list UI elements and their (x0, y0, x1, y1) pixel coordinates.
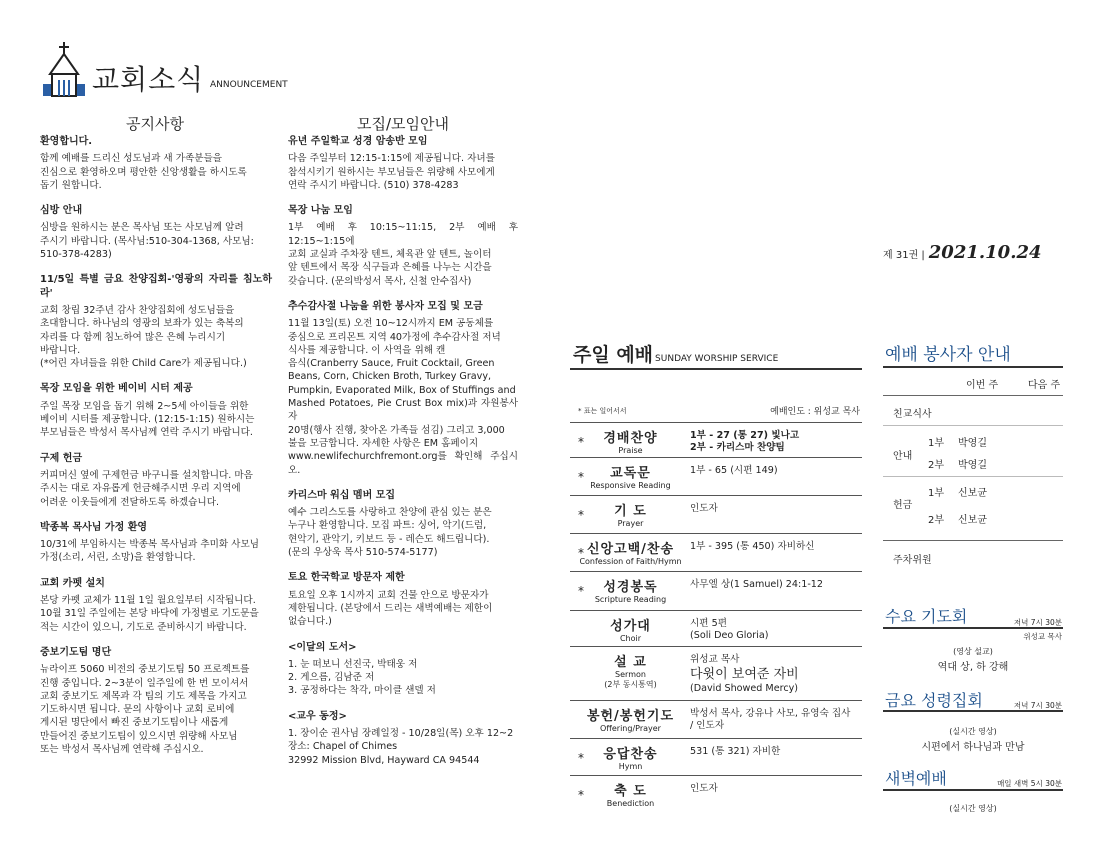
announcement-body (40, 304, 272, 370)
announcement-line: 제한됩니다. (본당에서 드리는 새벽예배는 제한이 (288, 602, 493, 614)
announcement-title: 목장 나눔 모임 (288, 205, 353, 217)
announcement-item (40, 646, 272, 756)
friday-note: (실시간 영상) (949, 727, 997, 736)
announcement-body (288, 317, 518, 477)
announcement-title: <이달의 도서> (288, 641, 357, 653)
announcement-body (40, 400, 272, 440)
worship-label-ko: 응답찬송 (603, 747, 658, 762)
worship-row (570, 738, 862, 776)
vol-usher-2-name: 박영길 (958, 460, 987, 471)
worship-label-en: Offering/Prayer (600, 724, 661, 733)
announcement-body (40, 469, 272, 509)
stand-marker: * (578, 751, 584, 765)
announcement-item (40, 135, 272, 192)
worship-value (690, 746, 780, 758)
worship-value-line: / 인도자 (690, 720, 725, 731)
announcement-line: Beans, Corn, Chicken Broth, Turkey Gravy, (288, 371, 492, 383)
worship-row (570, 571, 862, 611)
worship-label-en: Choir (619, 634, 642, 643)
announcement-title: 박종복 목사님 가정 환영 (40, 521, 148, 533)
announcement-item (40, 452, 272, 509)
worship-label-en: Benediction (606, 799, 655, 808)
announcement-item (288, 641, 518, 698)
wednesday-note: (영상 설교) (953, 647, 993, 656)
worship-row (570, 700, 862, 739)
announcement-line: 2. 게으름, 김남준 저 (288, 672, 375, 684)
announcement-line: 토요일 오후 1시까지 교회 건물 안으로 방문자가 (288, 589, 489, 601)
worship-value-line: (Soli Deo Gloria) (690, 630, 769, 641)
worship-label (578, 615, 683, 643)
worship-value (690, 579, 823, 591)
worship-value-line: 다윗이 보여준 자비 (690, 667, 799, 682)
worship-leader: 예배인도 : 위성교 목사 (770, 407, 860, 417)
worship-value-line: 1부 - 65 (시편 149) (690, 465, 778, 476)
worship-label-en: Sermon (615, 670, 646, 679)
announcement-line: 10/31에 부임하시는 박종복 목사님과 추미화 사모님 (40, 539, 259, 551)
worship-label-en: Praise (618, 446, 643, 455)
worship-value-line: 1부 - 395 (통 450) 자비하신 (690, 541, 815, 552)
worship-row (570, 422, 862, 458)
announcement-line: 바랍니다. (40, 344, 81, 356)
worship-row (570, 775, 862, 816)
vol-usher-1-name: 박영길 (958, 438, 987, 449)
announcement-title: 11/5일 특별 금요 찬양집회-'영광의 자리를 침노하라' (40, 274, 272, 299)
announcement-title: 중보기도팀 명단 (40, 646, 112, 658)
worship-label-ko: 성가대 (610, 619, 651, 634)
announcement-body (40, 538, 272, 565)
announcement-body (40, 152, 272, 192)
dawn-title: 새벽예배 (885, 769, 947, 788)
volunteer-line (883, 395, 1063, 396)
worship-row (570, 533, 862, 572)
announcement-title: 유년 주일학교 성경 암송반 모임 (288, 136, 428, 147)
worship-value-line: 인도자 (690, 503, 718, 514)
wednesday-time: 저녁 7시 30분 (1013, 618, 1062, 627)
worship-value-line: 2부 - 카리스마 찬양팀 (690, 442, 785, 453)
announcement-line: 부모님들은 박성서 목사님께 연락 주시기 바랍니다. (40, 427, 253, 439)
vol-offering-2: 2부 (928, 515, 945, 526)
vol-offering-1: 1부 (928, 488, 945, 499)
announcement-item (40, 577, 272, 634)
announcement-body (288, 506, 518, 559)
worship-label-en: Hymn (618, 762, 643, 771)
announcement-line: 연락 주시기 바랍니다. (510) 378-4283 (288, 179, 459, 191)
announcement-line: 1. 장이순 권사님 장례일정 - 10/28일(목) 오후 12~2 (288, 727, 514, 739)
announcement-line: 갖습니다. (문의박성서 목사, 신철 안수집사) (288, 275, 472, 287)
issue-volume: 제 31권 | (883, 250, 925, 261)
announcement-line: 누구나 환영합니다. 모집 파트: 싱어, 악기(드럼, (288, 520, 487, 532)
worship-label-note: (2부 동시통역) (604, 680, 657, 689)
vol-fellowship: 친교식사 (893, 409, 932, 420)
announcement-line: 장소: Chapel of Chimes (288, 741, 398, 753)
worship-label (578, 651, 683, 690)
announcement-line: 현악기, 관악기, 키보드 등 - 레슨도 해드립니다). (288, 533, 490, 545)
worship-label (578, 780, 683, 808)
announcement-body (40, 594, 272, 634)
worship-label-ko: 설 교 (614, 655, 647, 670)
announcement-line: 교회 교실과 주차장 텐트, 체육관 앞 텐트, 놀이터 (288, 249, 492, 261)
announcement-title: 교회 카펫 설치 (40, 577, 105, 589)
friday-time: 저녁 7시 30분 (1013, 701, 1062, 710)
dawn-time: 매일 새벽 5시 30분 (997, 779, 1062, 788)
announcement-item (288, 710, 518, 767)
announcement-title: 카리스마 워십 멤버 모집 (288, 489, 396, 501)
announcement-line: 중심으로 프리몬트 지역 40가정에 추수감사절 저녁 (288, 331, 501, 343)
announcement-line: 게시된 명단에서 빠진 중보기도팀이나 새롭게 (40, 717, 229, 729)
worship-value-line: 시편 5편 (690, 618, 727, 629)
worship-label-en: Confession of Faith/Hymn (579, 557, 682, 566)
dawn-divider (883, 789, 1063, 791)
worship-value (690, 503, 718, 515)
announcement-line: 음식(Cranberry Sauce, Fruit Cocktail, Green (288, 358, 495, 370)
announcement-line: 뉴라이프 5060 비전의 중보기도팀 50 프로젝트를 (40, 664, 250, 676)
announcement-item (288, 571, 518, 628)
worship-label (578, 462, 683, 490)
volunteer-separator (883, 476, 1063, 477)
announcement-line: 만들어진 중보기도팀이 있으시면 위량해 사모님 (40, 730, 238, 742)
announcement-item (40, 273, 272, 370)
announcement-line: Pumpkin, Evaporated Milk, Box of Stuffings and (288, 384, 516, 396)
announcement-line: 주일 목장 모임을 돕기 위해 2~5세 아이들을 위한 (40, 400, 249, 412)
volunteer-separator (883, 425, 1063, 426)
announcement-body (288, 589, 518, 629)
notice-column (40, 135, 272, 768)
vol-parking: 주차위원 (893, 555, 932, 566)
announcement-line: 적는 시간이 있으니, 기도로 준비하시기 바랍니다. (40, 621, 247, 633)
worship-label (578, 743, 683, 771)
worship-value-line: (David Showed Mercy) (690, 683, 799, 694)
announcement-line: 앞 텐트에서 목장 식구들과 은혜를 나누는 시간을 (288, 262, 492, 274)
announcement-item (40, 521, 272, 565)
announcement-title: 목장 모임을 위한 베이비 시터 제공 (40, 383, 193, 395)
announcement-line: 1. 눈 떠보니 선진국, 박태웅 저 (288, 658, 418, 670)
worship-value (690, 541, 815, 553)
announcement-line: 베이비 시터를 제공합니다. (12:15-1:15) 원하시는 (40, 414, 255, 426)
worship-label-ko: 경배찬양 (603, 431, 658, 446)
announcement-line: 함께 예배를 드리신 성도님과 새 가족분들을 (40, 153, 223, 165)
announcement-line: 예수 그리스도를 사랑하고 찬양에 관심 있는 분은 (288, 507, 492, 519)
friday-text: 시편에서 하나님과 만남 (921, 742, 1025, 753)
worship-value (690, 783, 718, 795)
worship-value-line: 위성교 목사 (690, 654, 740, 665)
wednesday-title: 수요 기도회 (885, 607, 968, 626)
announcement-line: 10월 31일 주일에는 본당 바닥에 가정별로 기도문을 (40, 608, 259, 620)
announcement-line: 참석시키기 원하시는 부모님들은 위량해 사모에게 (288, 166, 495, 178)
worship-value (690, 430, 799, 454)
worship-value-line: 인도자 (690, 783, 718, 794)
stand-note: * 표는 일어서서 (578, 407, 627, 415)
announcement-body (288, 658, 518, 698)
vol-offering: 헌금 (893, 500, 913, 511)
announcement-body (288, 152, 518, 192)
dawn-note: (실시간 영상) (949, 804, 997, 813)
announcement-item (40, 204, 272, 261)
worship-value (690, 465, 778, 477)
worship-label (578, 427, 683, 455)
announcement-line: 없습니다.) (288, 616, 332, 628)
vol-usher-2: 2부 (928, 460, 945, 471)
announcement-line: 본당 카펫 교체가 11월 1일 월요일부터 시작됩니다. (40, 595, 256, 607)
volunteer-title: 예배 봉사자 안내 (885, 345, 1011, 365)
worship-label-ko: 성경봉독 (603, 580, 658, 595)
announcement-line: 다음 주일부터 12:15-1:15에 제공됩니다. 자녀를 (288, 153, 495, 165)
worship-label-ko: 교독문 (610, 466, 651, 481)
announcement-title: 구제 헌금 (40, 452, 83, 464)
volunteer-col-this: 이번 주 (966, 380, 999, 391)
worship-label (578, 576, 683, 604)
recruit-column (288, 135, 518, 779)
announcement-item (288, 135, 518, 192)
announcement-line: 진행 중입니다. 2~3분이 일주일에 한 번 모이셔서 (40, 677, 249, 689)
worship-label-en: Scripture Reading (594, 595, 667, 604)
vol-offering-2-name: 신보균 (958, 515, 987, 526)
announcement-item (288, 300, 518, 477)
stand-marker: * (578, 508, 584, 522)
announcement-line: Mashed Potatoes, Pie Crust Box mix)과 자원봉사자 (288, 398, 518, 423)
worship-title (573, 340, 778, 367)
worship-title-ko: 주일 예배 (573, 344, 654, 366)
stand-marker: * (578, 546, 584, 560)
announcement-line: 510-378-4283) (40, 249, 112, 261)
announcement-line: 교회 중보기도 제목과 각 팀의 기도 제목을 가지고 (40, 690, 247, 702)
stand-marker: * (578, 788, 584, 802)
volunteer-col-next: 다음 주 (1028, 380, 1061, 391)
announcement-line: 1부 예배 후 10:15~11:15, 2부 예배 후 12:15~1:15에 (288, 222, 518, 247)
announcement-item (288, 489, 518, 559)
announcement-line: (*어린 자녀들을 위한 Child Care가 제공됩니다.) (40, 358, 247, 370)
announcement-title: 심방 안내 (40, 205, 83, 217)
friday-divider (883, 710, 1063, 712)
announcement-line: 11월 13일(토) 오전 10~12시까지 EM 공동체를 (288, 318, 494, 330)
worship-label-ko: 축 도 (614, 784, 647, 799)
announcement-line: 3. 공정하다는 착각, 마이클 샌델 저 (288, 685, 436, 697)
announcement-line: 교회 창립 32주년 감사 찬양집회에 성도님들을 (40, 304, 235, 316)
recruit-heading: 모집/모임안내 (357, 115, 449, 133)
stand-marker: * (578, 470, 584, 484)
announcement-title: 토요 한국학교 방문자 제한 (288, 572, 405, 584)
announcement-line: 불을 모금합니다. 자세한 사항은 EM 홈페이지 (288, 437, 479, 449)
volunteer-divider (883, 366, 1063, 368)
worship-label-ko: 기 도 (614, 504, 647, 519)
wednesday-text: 역대 상, 하 강해 (937, 662, 1009, 673)
announcement-line: 어려운 이웃들에게 전달하도록 하겠습니다. (40, 496, 220, 508)
announcement-line: 기도하시면 됩니다. 문의 사항이나 교회 로비에 (40, 704, 235, 716)
volunteer-line (883, 540, 1063, 541)
worship-value-line: 1부 - 27 (통 27) 빛나고 (690, 430, 800, 441)
announcement-body (40, 221, 272, 261)
announcement-line: 32992 Mission Blvd, Hayward CA 94544 (288, 754, 480, 766)
announcement-line: 주시기 바랍니다. (목사님:510-304-1368, 사모님: (40, 235, 254, 247)
announcement-line: 또는 박성서 목사님께 연락해 주십시오. (40, 743, 204, 755)
announcement-line: 초대합니다. 하나님의 영광의 보좌가 있는 축복의 (40, 318, 244, 330)
worship-value-line: 531 (통 321) 자비한 (690, 746, 781, 757)
announcement-line: 자리를 다 함께 침노하여 많은 은혜 누리시기 (40, 331, 226, 343)
announcement-body (288, 221, 518, 287)
issue-date: 2021.10.24 (928, 242, 1042, 263)
announcement-line: 식사를 제공합니다. 이 사역을 위해 캔 (288, 344, 446, 356)
worship-label (578, 705, 683, 733)
worship-label-ko: 봉헌/봉헌기도 (586, 709, 675, 724)
announcement-line: 가정(소리, 서린, 소망)을 환영합니다. (40, 552, 196, 564)
announcement-body (40, 663, 272, 756)
worship-value (690, 654, 799, 695)
notice-heading: 공지사항 (126, 115, 184, 133)
vol-usher: 안내 (893, 451, 913, 462)
announcement-line: 진심으로 환영하오며 평안한 신앙생활을 하시도록 (40, 166, 247, 178)
announcement-line: 돕기 원합니다. (40, 179, 102, 191)
church-icon (42, 40, 86, 98)
vol-usher-1: 1부 (928, 438, 945, 449)
worship-row (570, 495, 862, 534)
worship-label (578, 538, 683, 566)
announcement-line: www.newlifechurchfremont.org를 확인해 주십시오. (288, 451, 518, 476)
stand-marker: * (578, 584, 584, 598)
wednesday-leader: 위성교 목사 (1023, 632, 1062, 641)
page-title: 교회소식 (92, 63, 205, 96)
worship-value-line: 사무엘 상(1 Samuel) 24:1-12 (690, 579, 823, 590)
announcement-line: 주시는 대로 자유롭게 헌금해주시면 우리 지역에 (40, 483, 241, 495)
worship-row (570, 610, 862, 647)
vol-offering-1-name: 신보균 (958, 488, 987, 499)
announcement-title: <교우 동정> (288, 710, 347, 722)
stand-marker: * (578, 435, 584, 449)
worship-label-ko: 신앙고백/찬송 (586, 542, 675, 557)
worship-value-line: 박성서 목사, 강유나 사모, 유영숙 집사 (690, 708, 851, 719)
wednesday-divider (883, 627, 1063, 629)
worship-row (570, 646, 862, 701)
friday-title: 금요 성령집회 (885, 691, 983, 710)
announcement-item (288, 204, 518, 288)
worship-subtitle: SUNDAY WORSHIP SERVICE (655, 354, 779, 364)
announcement-line: (문의 우상욱 목사 510-574-5177) (288, 547, 438, 559)
worship-value (690, 708, 850, 732)
worship-label (578, 500, 683, 528)
announcement-title: 추수감사절 나눔을 위한 봉사자 모집 및 모금 (288, 300, 483, 312)
worship-divider (570, 368, 862, 370)
announcement-line: 커피머신 옆에 구제헌금 바구니를 설치합니다. 마음 (40, 469, 253, 481)
announcement-line: 20명(행사 진행, 찾아온 가족들 섬김) 그리고 3,000 (288, 424, 505, 436)
worship-label-en: Responsive Reading (590, 481, 671, 490)
announcement-title: 환영합니다. (40, 136, 93, 147)
announcement-item (40, 382, 272, 439)
worship-row (570, 457, 862, 496)
announcement-body (288, 727, 518, 767)
worship-label-en: Prayer (617, 519, 644, 528)
page-subtitle: ANNOUNCEMENT (210, 80, 288, 90)
announcement-line: 심방을 원하시는 분은 목사님 또는 사모님께 알려 (40, 222, 244, 234)
worship-value (690, 618, 769, 642)
issue-info (883, 242, 1042, 263)
